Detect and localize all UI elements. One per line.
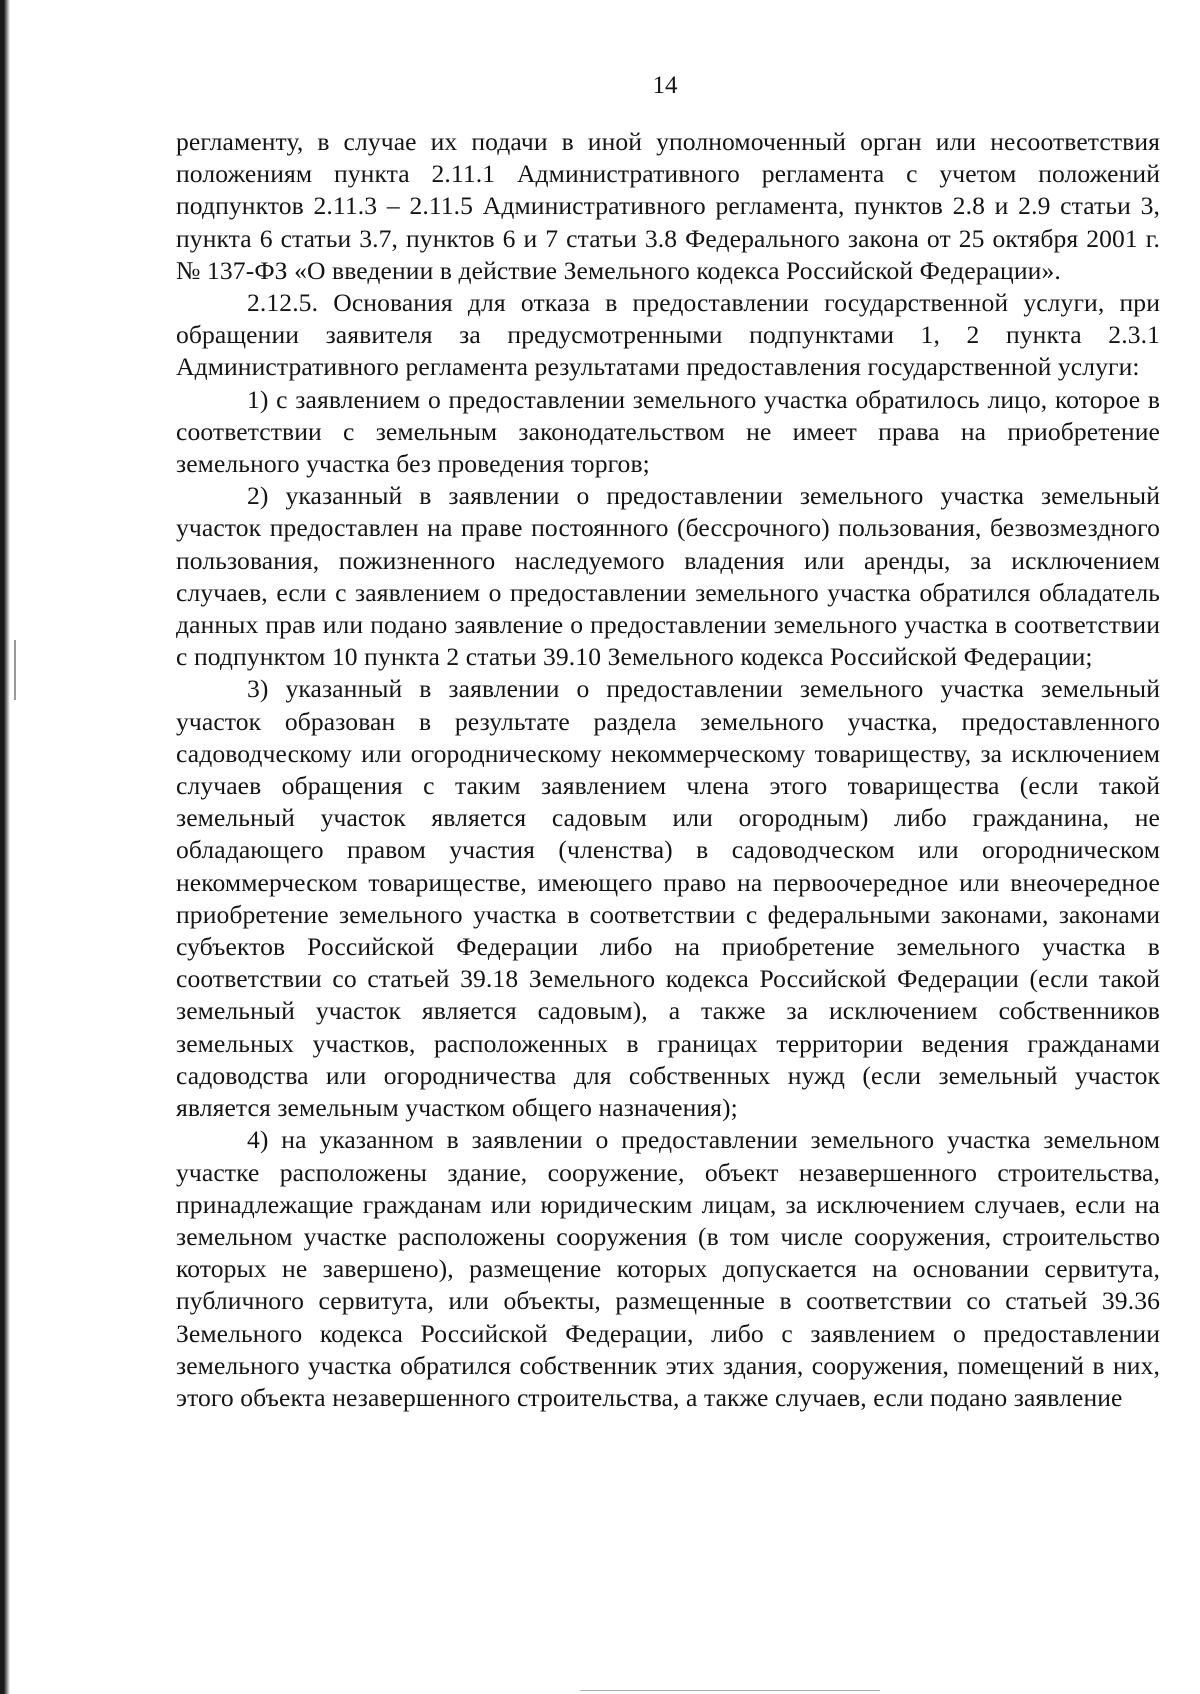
scan-margin-mark [14,640,16,700]
document-body [176,126,1160,1414]
list-item-1: 1) с заявлением о предоставлении земельного участка обратилось лицо, которое в соответствии с земельным законодательством не имеет права на приобретение земельного участка без проведения торгов; [176,384,1160,479]
list-item-4: 4) на указанном в заявлении о предоставлении земельного участка земельном участке расположены здание, сооружение, объект незавершенного строительства, принадлежащие гражданам или юридическим лицам, за исключением случаев, если на земельном участке расположены сооружения (в том числе сооружения, строительство которых не завершено), размещение которых допускается на основании сервитута, публичного сервитута, или объекты, размещенные в соответствии со статьей 39.36 Земельного кодекса Российской Федерации, либо с заявлением о предоставлении земельного участка обратился собственник этих здания, сооружения, помещений в них, этого объекта незавершенного строительства, а также случаев, если подано заявление [176,1125,1160,1412]
paragraph-section-2-12-5: 2.12.5. Основания для отказа в предоставлении государственной услуги, при обращении заявителя за предусмотренными подпунктами 1, 2 пункта 2.3.1 Административного регламента результатами предоставления государственной услуги: [176,288,1160,382]
page-number: 14 [652,72,678,99]
list-item-3: 3) указанный в заявлении о предоставлении земельного участка земельный участок образован в результате раздела земельного участка, предоставленного садоводческому или огородническому некоммерческому товариществу, за исключением случаев обращения с таким заявлением члена этого товарищества (если такой земельный участок является садовым или огородным) либо гражданина, не обладающего правом участия (членства) в садоводческом или огородническом некоммерческом товариществе, имеющего право на первоочередное или внеочередное приобретение земельного участка в соответствии с федеральными законами, законами субъектов Российской Федерации либо на приобретение земельного участка в соответствии со статьей 39.18 Земельного кодекса Российской Федерации (если такой земельный участок является садовым), а также за исключением собственников земельных участков, расположенных в границах территории ведения гражданами садоводства или огородничества для собственных нужд (если земельный участок является земельным участком общего назначения); [176,674,1160,1123]
list-item-2: 2) указанный в заявлении о предоставлении земельного участка земельный участок предоставлен на праве постоянного (бессрочного) пользования, безвозмездного пользования, пожизненного наследуемого владения или аренды, за исключением случаев, если с заявлением о предоставлении земельного участка обратился обладатель данных прав или подано заявление о предоставлении земельного участка в соответствии с подпунктом 10 пункта 2 статьи 39.10 Земельного кодекса Российской Федерации; [176,481,1160,672]
scan-bottom-line [580,1690,880,1691]
scan-left-border [0,0,10,1694]
paragraph-continuation: регламенту, в случае их подачи в иной уполномоченный орган или несоответствия положениям пункта 2.11.1 Административного регламента с учетом положений подпунктов 2.11.3 – 2.11.5 Административного регламента, пунктов 2.8 и 2.9 статьи 3, пункта 6 статьи 3.7, пунктов 6 и 7 статьи 3.8 Федерального закона от 25 октября 2001 г. № 137-ФЗ «О введении в действие Земельного кодекса Российской Федерации». [176,127,1160,285]
